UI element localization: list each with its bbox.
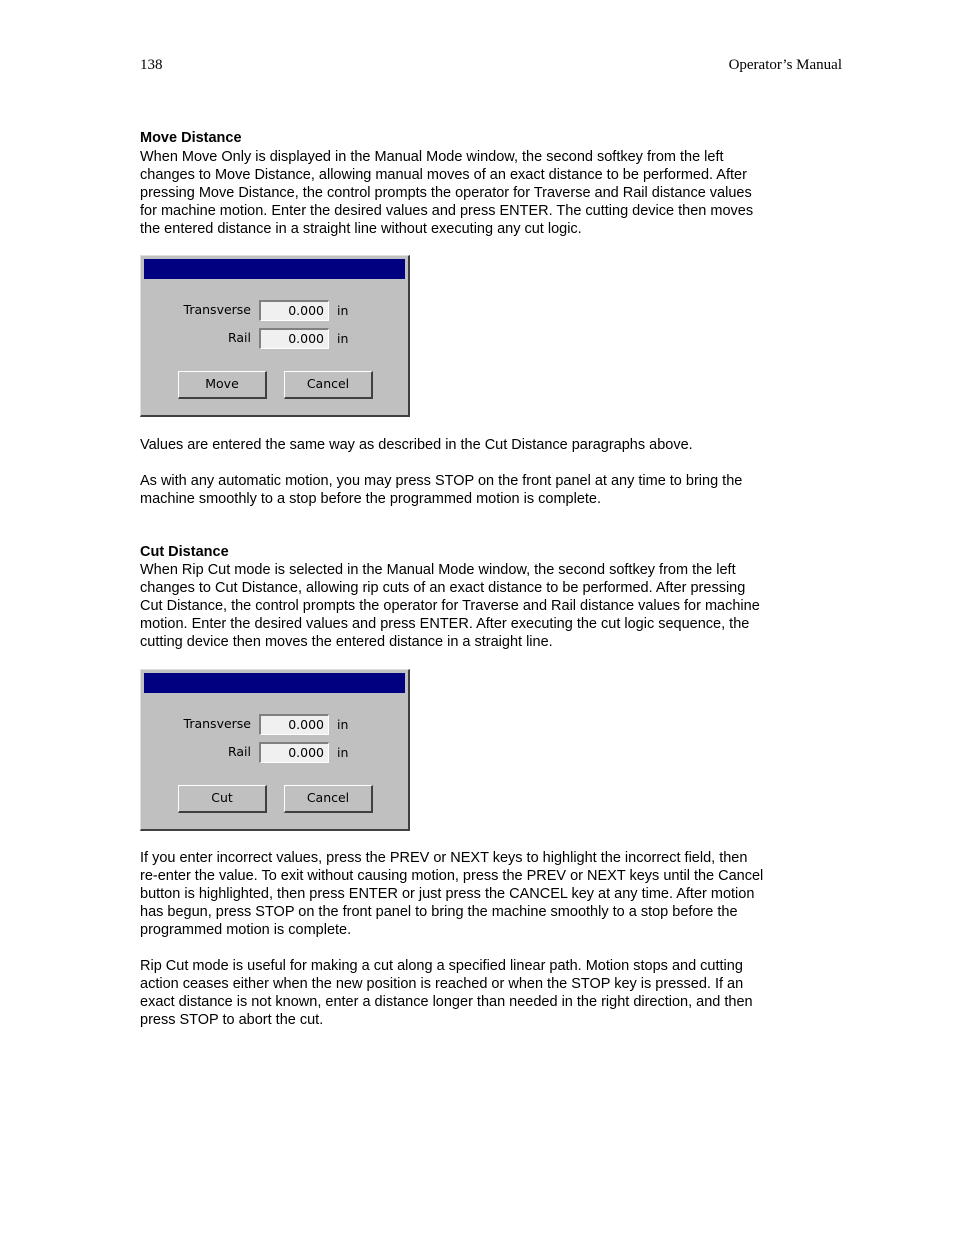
manual-title: Operator’s Manual: [728, 57, 842, 73]
cut-distance-paragraph: [140, 561, 830, 651]
paragraph-line: programmed motion is complete.: [140, 922, 352, 938]
stop-paragraph: [140, 472, 830, 508]
rail-input[interactable]: 0.000: [259, 328, 329, 349]
traverse-unit: in: [337, 303, 349, 318]
page-header: [140, 57, 842, 77]
paragraph-line: If you enter incorrect values, press the PREV or NEXT keys to highlight the incorrect field, then: [140, 850, 748, 866]
move-button[interactable]: Move: [178, 371, 267, 399]
paragraph-line: pressing Move Distance, the control prompts the operator for Traverse and Rail distance values: [140, 185, 752, 201]
rail-unit: in: [337, 331, 349, 346]
paragraph-line: the entered distance in a straight line without executing any cut logic.: [140, 221, 582, 237]
traverse-input[interactable]: 0.000: [259, 714, 329, 735]
paragraph-line: machine smoothly to a stop before the programmed motion is complete.: [140, 491, 602, 507]
paragraph-line: press STOP to abort the cut.: [140, 1012, 324, 1028]
cancel-button[interactable]: Cancel: [284, 371, 373, 399]
paragraph-line: As with any automatic motion, you may press STOP on the front panel at any time to bring the: [140, 473, 743, 489]
rail-input[interactable]: 0.000: [259, 742, 329, 763]
traverse-unit: in: [337, 717, 349, 732]
move-distance-heading: Move Distance: [140, 130, 242, 146]
paragraph-line: has begun, press STOP on the front panel to bring the machine smoothly to a stop before the: [140, 904, 738, 920]
values-paragraph: Values are entered the same way as described in the Cut Distance paragraphs above.: [140, 437, 693, 453]
page-number: 138: [140, 57, 163, 73]
paragraph-line: Rip Cut mode is useful for making a cut along a specified linear path. Motion stops and cutting: [140, 958, 743, 974]
dialog-titlebar: [144, 259, 405, 279]
paragraph-line: button is highlighted, then press ENTER or just press the CANCEL key at any time. After motion: [140, 886, 755, 902]
rail-unit: in: [337, 745, 349, 760]
cancel-button[interactable]: Cancel: [284, 785, 373, 813]
paragraph-line: When Move Only is displayed in the Manual Mode window, the second softkey from the left: [140, 149, 724, 165]
dialog-titlebar: [144, 673, 405, 693]
traverse-input[interactable]: 0.000: [259, 300, 329, 321]
move-distance-paragraph: [140, 148, 830, 238]
paragraph-line: Cut Distance, the control prompts the operator for Traverse and Rail distance values for machine: [140, 598, 760, 614]
paragraph-line: cutting device then moves the entered distance in a straight line.: [140, 634, 553, 650]
paragraph-line: When Rip Cut mode is selected in the Manual Mode window, the second softkey from the left: [140, 562, 736, 578]
traverse-label: Transverse: [183, 716, 251, 731]
paragraph-line: re-enter the value. To exit without causing motion, press the PREV or NEXT keys until the Cancel: [140, 868, 764, 884]
paragraph-line: motion. Enter the desired values and press ENTER. After executing the cut logic sequence, the: [140, 616, 750, 632]
paragraph-line: for machine motion. Enter the desired values and press ENTER. The cutting device then moves: [140, 203, 754, 219]
incorrect-values-paragraph: [140, 849, 830, 939]
traverse-label: Transverse: [183, 302, 251, 317]
paragraph-line: exact distance is not known, enter a distance longer than needed in the right direction, and then: [140, 994, 753, 1010]
paragraph-line: changes to Move Distance, allowing manual moves of an exact distance to be performed. After: [140, 167, 747, 183]
rail-label: Rail: [227, 330, 251, 345]
paragraph-line: action ceases either when the new position is reached or when the STOP key is pressed. If an: [140, 976, 744, 992]
rip-cut-paragraph: [140, 957, 830, 1029]
move-distance-dialog: [140, 255, 410, 417]
cut-button[interactable]: Cut: [178, 785, 267, 813]
cut-distance-heading: Cut Distance: [140, 544, 229, 560]
rail-label: Rail: [227, 744, 251, 759]
cut-distance-dialog: [140, 669, 410, 831]
paragraph-line: changes to Cut Distance, allowing rip cuts of an exact distance to be performed. After pressing: [140, 580, 746, 596]
